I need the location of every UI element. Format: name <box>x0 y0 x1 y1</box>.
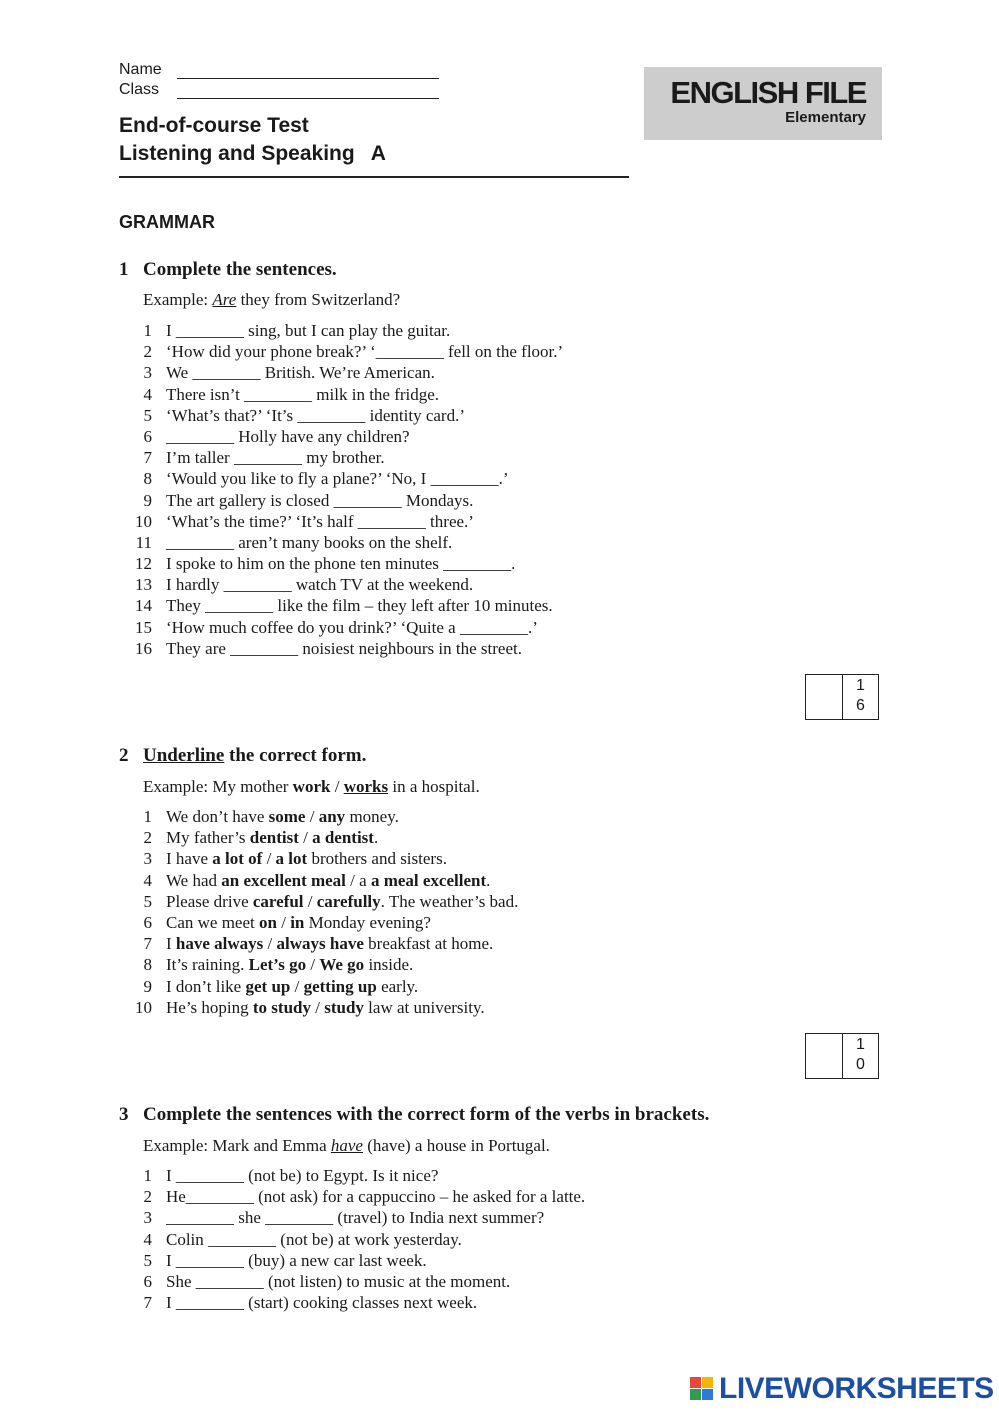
item-number: 3 <box>143 363 152 383</box>
item-text-after: . The weather’s bad. <box>380 891 519 911</box>
question-1-instruction: Complete the sentences. <box>143 259 337 280</box>
item-sentence[interactable]: ‘What’s the time?’ ‘It’s half ________ three.’ <box>166 511 474 531</box>
item-sentence[interactable]: He________ (not ask) for a cappuccino – he asked for a latte. <box>166 1187 586 1207</box>
item-text-after: law at university. <box>363 997 485 1017</box>
list-item <box>128 891 518 912</box>
question-1-items <box>128 320 563 659</box>
item-text-before: Can we meet <box>166 912 259 932</box>
item-number: 1 <box>143 807 152 826</box>
list-item <box>128 997 518 1018</box>
item-sentence[interactable]: ________ aren’t many books on the shelf. <box>166 532 453 552</box>
option-a[interactable]: careful <box>252 891 304 911</box>
list-item <box>128 384 563 405</box>
list-item <box>128 806 518 827</box>
question-2-items <box>128 806 518 1018</box>
list-item <box>128 405 563 426</box>
item-sentence[interactable]: ________ she ________ (travel) to India next summer? <box>166 1208 545 1228</box>
logo-level: Elementary <box>785 109 866 126</box>
item-text-after: Monday evening? <box>304 912 431 932</box>
score-entry[interactable] <box>806 675 843 719</box>
item-sentence[interactable]: ‘What’s that?’ ‘It’s ________ identity card.’ <box>166 405 465 425</box>
option-a[interactable]: an excellent meal <box>221 870 346 890</box>
liveworksheets-text: LIVEWORKSHEETS <box>719 1372 994 1405</box>
question-1-score-box <box>805 674 879 720</box>
item-sentence[interactable]: ‘Would you like to fly a plane?’ ‘No, I ________.’ <box>166 469 509 489</box>
item-sentence[interactable]: I ________ (start) cooking classes next week. <box>166 1293 478 1313</box>
item-text-after: breakfast at home. <box>363 934 494 954</box>
option-b[interactable]: a meal excellent <box>370 870 487 890</box>
item-number: 1 <box>143 321 152 340</box>
option-separator: / <box>303 891 317 911</box>
item-sentence[interactable]: I spoke to him on the phone ten minutes ________. <box>166 554 516 574</box>
item-sentence[interactable]: I hardly ________ watch TV at the weekend. <box>166 575 474 595</box>
option-separator: / <box>263 934 277 954</box>
item-sentence[interactable]: I ________ sing, but I can play the guitar. <box>166 321 451 340</box>
list-item <box>128 1271 585 1292</box>
option-separator: / <box>290 976 304 996</box>
logo-title: ENGLISH FILE <box>670 75 866 110</box>
score-entry[interactable] <box>806 1034 843 1078</box>
item-sentence[interactable]: ________ Holly have any children? <box>166 426 410 446</box>
item-number: 7 <box>143 934 152 954</box>
option-separator: / <box>305 807 319 826</box>
item-number: 2 <box>143 828 152 848</box>
option-a[interactable]: Let’s go <box>248 955 307 975</box>
item-text-after: brothers and sisters. <box>307 849 447 869</box>
list-item <box>128 426 563 447</box>
option-separator: / <box>262 849 276 869</box>
example-answer: Are <box>212 290 237 309</box>
item-text-before: Please drive <box>166 891 253 911</box>
option-a[interactable]: have always <box>175 934 264 954</box>
option-b[interactable]: getting up <box>303 976 377 996</box>
question-2-score-box <box>805 1033 879 1079</box>
item-text-after: money. <box>345 807 399 826</box>
list-item <box>128 574 563 595</box>
item-number: 9 <box>143 490 152 510</box>
item-number: 10 <box>135 997 152 1017</box>
list-item <box>128 553 563 574</box>
item-number: 4 <box>143 870 152 890</box>
item-sentence[interactable]: She ________ (not listen) to music at the moment. <box>166 1271 511 1291</box>
item-number: 4 <box>143 384 152 404</box>
item-number: 6 <box>143 1271 152 1291</box>
question-1-example: Example: Are they from Switzerland? <box>143 290 401 309</box>
item-number: 9 <box>143 976 152 996</box>
item-sentence[interactable]: Colin ________ (not be) at work yesterday. <box>166 1229 462 1249</box>
class-label: Class <box>119 81 160 98</box>
item-number: 12 <box>135 554 152 574</box>
item-number: 5 <box>143 405 152 425</box>
item-text-before: I don’t like <box>166 976 246 996</box>
list-item <box>128 1250 585 1271</box>
list-item <box>128 341 563 362</box>
list-item <box>128 870 518 891</box>
test-subtitle: Listening and Speaking A <box>119 142 386 165</box>
option-separator: / a <box>345 870 371 890</box>
question-3-items <box>128 1165 585 1313</box>
item-sentence[interactable]: There isn’t ________ milk in the fridge. <box>166 384 440 404</box>
item-number: 10 <box>135 511 152 531</box>
list-item <box>128 848 518 869</box>
score-total: 1 6 <box>856 677 865 714</box>
option-a[interactable]: get up <box>245 976 291 996</box>
list-item <box>128 1186 585 1207</box>
item-text-before: I have <box>166 849 213 869</box>
item-number: 16 <box>135 638 152 658</box>
item-text-before: My father’s <box>166 828 250 848</box>
list-item <box>128 490 563 511</box>
option-separator: / <box>311 997 325 1017</box>
name-label: Name <box>119 61 162 78</box>
name-field[interactable] <box>177 61 439 79</box>
liveworksheets-logo-icon <box>690 1377 716 1401</box>
option-a[interactable]: a lot of <box>212 849 263 869</box>
list-item <box>128 1165 585 1186</box>
list-item <box>128 617 563 638</box>
item-sentence[interactable]: They ________ like the film – they left after 10 minutes. <box>166 596 553 616</box>
item-text-after: . <box>373 828 379 848</box>
item-number: 2 <box>143 1187 152 1207</box>
list-item <box>128 362 563 383</box>
option-b[interactable]: in <box>290 912 305 932</box>
list-item <box>128 1292 585 1313</box>
item-number: 3 <box>143 1208 152 1228</box>
item-number: 4 <box>143 1229 152 1249</box>
list-item <box>128 912 518 933</box>
item-number: 5 <box>143 891 152 911</box>
option-b[interactable]: any <box>318 807 346 826</box>
item-text-before: It’s raining. <box>166 955 249 975</box>
example-answer: have <box>330 1136 363 1155</box>
item-text-after: early. <box>376 976 419 996</box>
option-a[interactable]: to study <box>252 997 311 1017</box>
item-sentence[interactable]: I’m taller ________ my brother. <box>166 448 385 468</box>
list-item <box>128 595 563 616</box>
english-file-logo <box>644 67 882 140</box>
list-item <box>128 447 563 468</box>
test-version: A <box>370 142 386 165</box>
list-item <box>128 954 518 975</box>
item-number: 1 <box>143 1166 152 1185</box>
list-item <box>128 1229 585 1250</box>
item-sentence[interactable]: I ________ (not be) to Egypt. Is it nice? <box>166 1166 439 1185</box>
section-heading: GRAMMAR <box>119 212 215 232</box>
item-text-before: He’s hoping <box>166 997 253 1017</box>
list-item <box>128 532 563 553</box>
item-sentence[interactable]: We ________ British. We’re American. <box>166 363 435 383</box>
option-b[interactable]: We go <box>319 955 365 975</box>
item-sentence[interactable]: I ________ (buy) a new car last week. <box>166 1250 427 1270</box>
list-item <box>128 827 518 848</box>
list-item <box>128 320 563 341</box>
score-total: 1 0 <box>856 1036 865 1073</box>
item-number: 8 <box>143 469 152 489</box>
option-separator: / <box>276 912 291 932</box>
list-item <box>128 1207 585 1228</box>
question-3-instruction: Complete the sentences with the correct form of the verbs in brackets. <box>143 1104 710 1125</box>
option-b[interactable]: study <box>324 997 364 1017</box>
list-item <box>128 468 563 489</box>
question-2-example: Example: My mother work / works in a hospital. <box>143 777 480 796</box>
list-item <box>128 511 563 532</box>
item-number: 3 <box>143 849 152 869</box>
item-sentence[interactable]: They are ________ noisiest neighbours in the street. <box>166 638 522 658</box>
item-number: 7 <box>143 1293 152 1313</box>
item-text-before: We had <box>166 870 222 890</box>
list-item <box>128 976 518 997</box>
question-2-heading: 2 Underline the correct form. <box>119 745 367 766</box>
list-item <box>128 933 518 954</box>
question-3-heading: 3 Complete the sentences with the correct form of the verbs in brackets. <box>119 1104 710 1125</box>
option-b[interactable]: a lot <box>275 849 308 869</box>
item-number: 14 <box>135 596 152 616</box>
test-title: End-of-course Test <box>119 114 309 137</box>
item-number: 15 <box>135 617 152 637</box>
class-field[interactable] <box>177 81 439 99</box>
item-number: 11 <box>135 532 152 552</box>
option-a[interactable]: dentist <box>249 828 299 848</box>
item-number: 2 <box>143 342 152 362</box>
item-number: 13 <box>135 575 152 595</box>
option-b[interactable]: carefully <box>316 891 381 911</box>
option-a[interactable]: some <box>268 807 306 826</box>
item-number: 6 <box>143 912 152 932</box>
question-3-example: Example: Mark and Emma have (have) a house in Portugal. <box>143 1136 550 1155</box>
option-b[interactable]: a dentist <box>312 828 374 848</box>
question-1-heading: 1 Complete the sentences. <box>119 259 337 280</box>
item-number: 5 <box>143 1250 152 1270</box>
item-sentence[interactable]: ‘How much coffee do you drink?’ ‘Quite a ________.’ <box>166 617 538 637</box>
item-text-after: inside. <box>364 955 414 975</box>
item-text-before: We don’t have <box>166 807 269 826</box>
option-separator: / <box>306 955 320 975</box>
item-text-after: . <box>486 870 491 890</box>
option-b[interactable]: always have <box>276 934 364 954</box>
item-number: 8 <box>143 955 152 975</box>
item-sentence[interactable]: The art gallery is closed ________ Mondays. <box>166 490 474 510</box>
item-number: 7 <box>143 448 152 468</box>
option-a[interactable]: on <box>259 912 277 932</box>
item-number: 6 <box>143 426 152 446</box>
item-text-before: I <box>166 934 176 954</box>
list-item <box>128 638 563 659</box>
item-sentence[interactable]: ‘How did your phone break?’ ‘________ fell on the floor.’ <box>166 342 564 362</box>
title-divider <box>119 176 629 178</box>
option-separator: / <box>298 828 313 848</box>
